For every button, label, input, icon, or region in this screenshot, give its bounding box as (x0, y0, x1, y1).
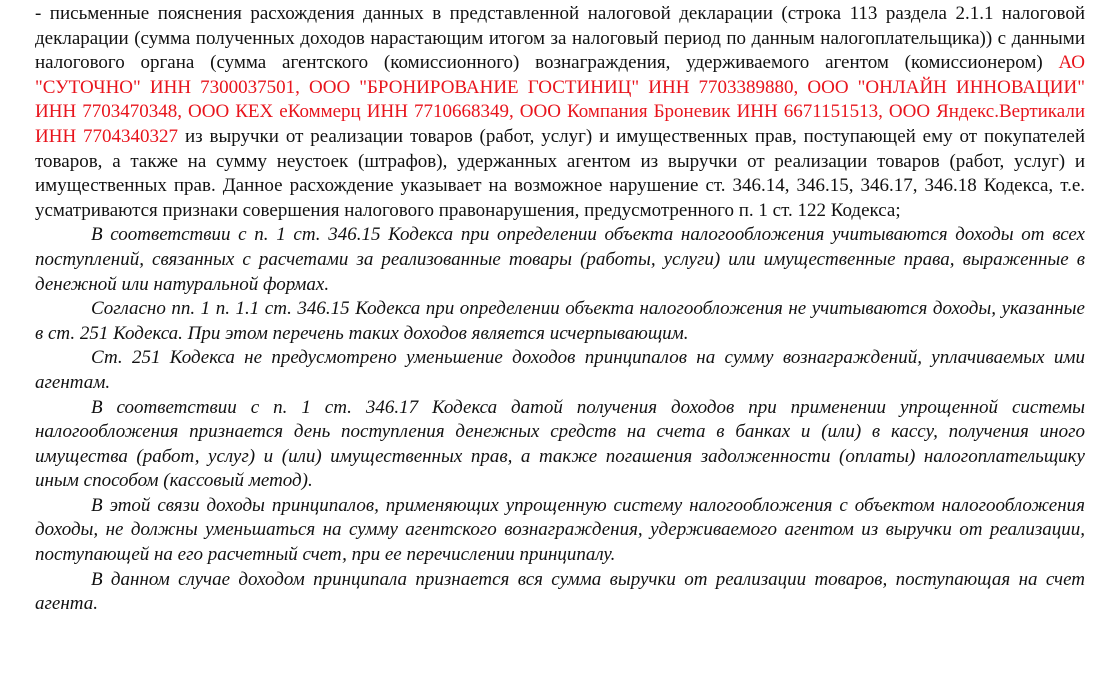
code-citation-paragraph-5: В этой связи доходы принципалов, применяющих упрощенную систему налогообложения с объектом налогообложения доходы, не должны уменьшаться на сумму агентского вознаграждения, удерживаемого агентом из выручки от реализации, поступающей на его расчетный счет, при ее перечислении принципалу. (35, 494, 1085, 566)
code-citation-paragraph-4: В соответствии с п. 1 ст. 346.17 Кодекса датой получения доходов при применении упрощенной системы налогообложения признается день поступления денежных средств на счета в банках и (или) в кассу, получения иного имущества (работ, услуг) и (или) имущественных прав, а также погашения задолженности (оплаты) налогоплательщику иным способом (кассовый метод). (35, 396, 1085, 492)
explanation-rest-text: из выручки от реализации товаров (работ, услуг) и имущественных прав, поступающей ему от покупателей товаров, а также на сумму неустоек (штрафов), удержанных агентом из выручки от реализации товаров (работ, услуг) и имущественных прав. Данное расхождение указывает на возможное нарушение ст. 346.14, 346.15, 346.17, 346.18 Кодекса, т.е. усматриваются признаки совершения налогового правонарушения, предусмотренного п. 1 ст. 122 Кодекса; (35, 125, 1086, 221)
code-citation-paragraph-2: Согласно пп. 1 п. 1.1 ст. 346.15 Кодекса при определении объекта налогообложения не учитываются доходы, указанные в ст. 251 Кодекса. При этом перечень таких доходов является исчерпывающим. (35, 298, 1085, 344)
code-citation-paragraph-6: В данном случае доходом принципала признается вся сумма выручки от реализации товаров, поступающая на счет агента. (35, 568, 1085, 615)
tax-explanation-paragraph (35, 2, 1085, 223)
code-citation-paragraph-3: Ст. 251 Кодекса не предусмотрено уменьшение доходов принципалов на сумму вознаграждений, уплачиваемых ими агентам. (35, 347, 1085, 393)
code-citation-paragraph-1: В соответствии с п. 1 ст. 346.15 Кодекса при определении объекта налогообложения учитываются доходы от всех поступлений, связанных с расчетами за реализованные товары (работы, услуги) или имущественные права, выраженные в денежной или натуральной формах. (35, 224, 1085, 295)
explanation-intro-text: - письменные пояснения расхождения данных в представленной налоговой декларации (строка 113 раздела 2.1.1 налоговой декларации (сумма полученных доходов нарастающим итогом за налоговый период по данным налогоплательщика)) с данными налогового органа (сумма агентского (комиссионного) вознаграждения, удерживаемого агентом (комиссионером) (35, 3, 1085, 74)
agents-highlighted-text: АО "СУТОЧНО" ИНН 7300037501, ООО "БРОНИРОВАНИЕ ГОСТИНИЦ" ИНН 7703389880, ООО "ОНЛАЙН ИННОВАЦИИ" ИНН 7703470348, ООО КЕХ еКоммерц ИНН 7710668349, ООО Компания Броневик ИНН 6671151513, ООО Яндекс.Вертикали ИНН 7704340327 (35, 52, 1086, 147)
